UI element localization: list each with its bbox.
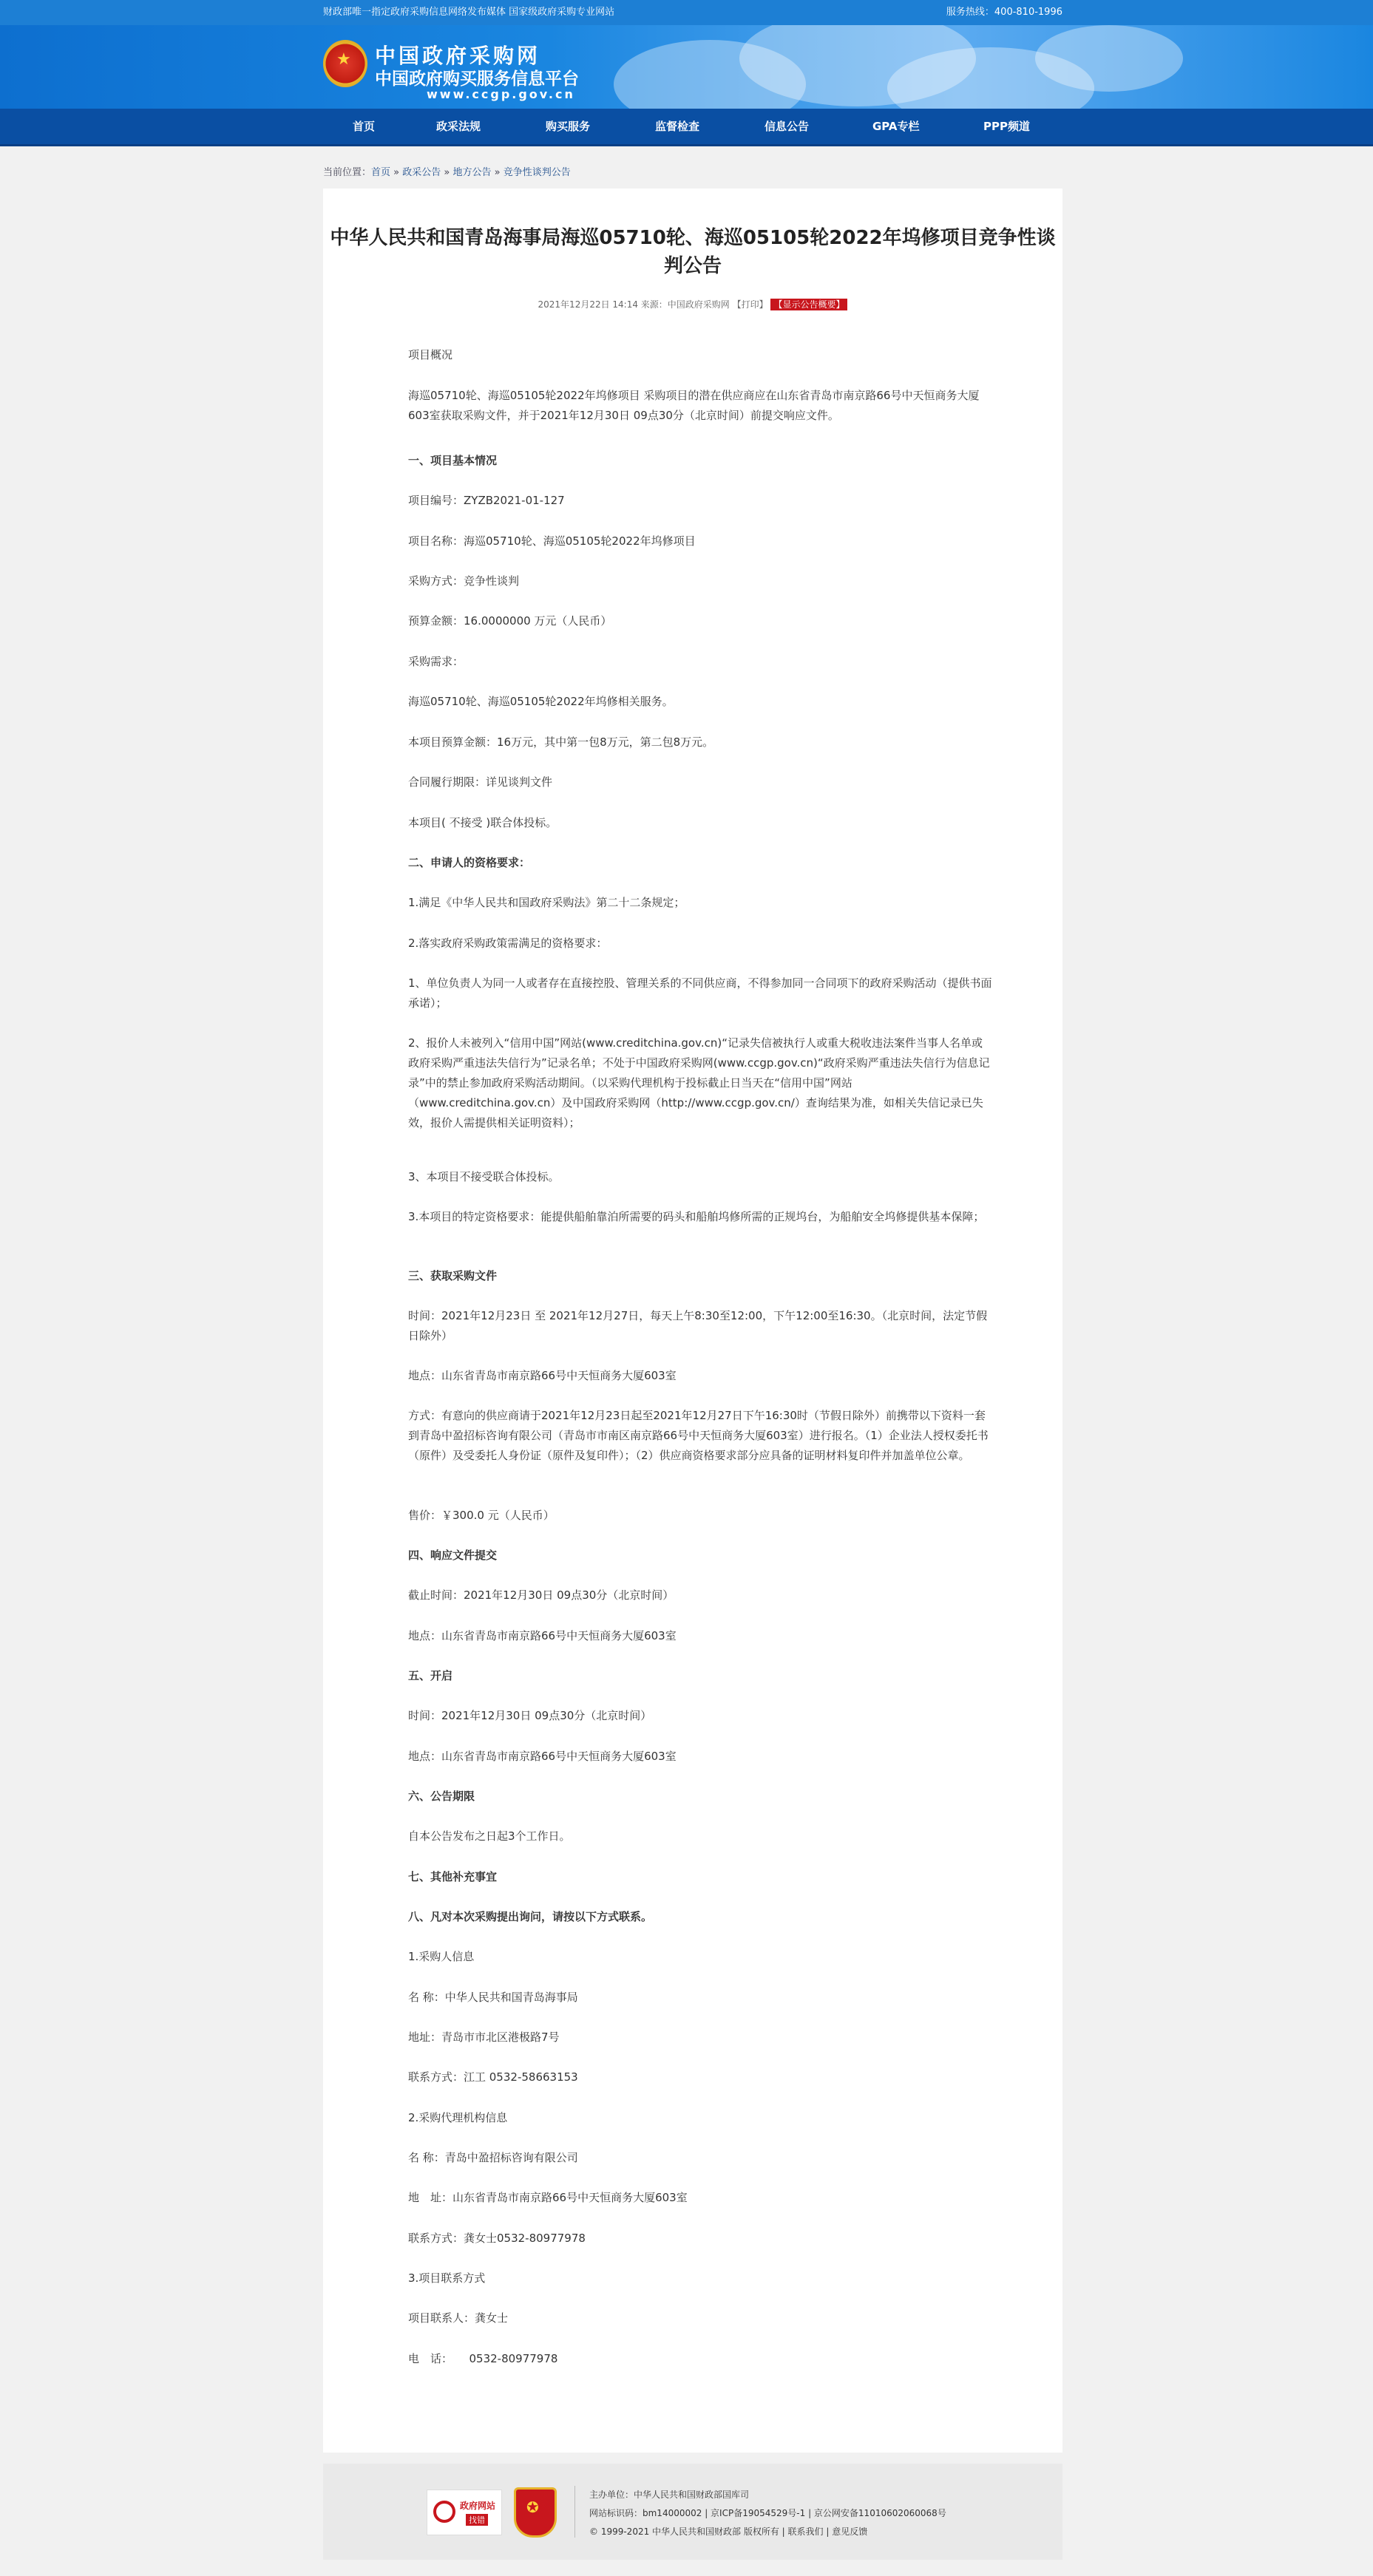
article-paragraph: 截止时间：2021年12月30日 09点30分（北京时间） — [408, 1588, 674, 1602]
article-paragraph: 地点：山东省青岛市南京路66号中天恒商务大厦603室 — [408, 1750, 677, 1763]
article-paragraph: 海巡05710轮、海巡05105轮2022年坞修项目 采购项目的潜在供应商应在山东省青岛市南京路66号中天恒商务大厦603室获取采购文件，并于2021年12月30日 09点30分（北京时间）前提交响应文件。 — [408, 389, 980, 422]
nav-ppp[interactable]: PPP频道 — [983, 120, 1030, 133]
section-heading: 六、公告期限 — [408, 1790, 475, 1803]
article-paragraph: 售价：￥300.0 元（人民币） — [408, 1509, 555, 1522]
nav-regulations[interactable]: 政采法规 — [436, 120, 481, 133]
emblem-icon: ✪ — [526, 2498, 539, 2516]
nav-home[interactable]: 首页 — [353, 120, 376, 133]
article-paragraph: 合同履行期限：详见谈判文件 — [408, 775, 553, 789]
article-paragraph: 方式：有意向的供应商请于2021年12月23日起至2021年12月27日下午16:30时（节假日除外）前携带以下资料一套到青岛中盈招标咨询有限公司（青岛市市南区南京路66号中天恒商务大厦603室）进行报名。（1）企业法人授权委托书（原件）及受委托人身份证（原件及复印件）；（2）供应商资格要求部分应具备的证明材料复印件并加盖单位公章。 — [408, 1409, 989, 1462]
article-paragraph: 项目名称：海巡05710轮、海巡05105轮2022年坞修项目 — [408, 534, 696, 548]
section-heading: 二、申请人的资格要求： — [408, 856, 531, 869]
article-meta — [323, 298, 1062, 310]
breadcrumb-notices[interactable]: 政采公告 — [402, 167, 441, 178]
article-paragraph: 1.采购人信息 — [408, 1950, 475, 1963]
top-info-bar — [0, 0, 1373, 25]
article-paragraph: 采购方式：竞争性谈判 — [408, 574, 520, 588]
article-paragraph: 2、报价人未被列入“信用中国”网站(www.creditchina.gov.cn)“记录失信被执行人或重大税收违法案件当事人名单或政府采购严重违法失信行为”记录名单；不处于中国政府采购网(www.ccgp.gov.cn)“政府采购严重违法失信行为信息记录”中的禁止参加政府采购活动期间。（以采购代理机构于投标截止日当天在“信用中国”网站（www.creditchina.gov.cn）及中国政府采购网（http://www.ccgp.gov.cn/）查询结果为准，如相关失信记录已失效，报价人需提供相关证明资料）； — [408, 1036, 990, 1129]
article-paragraph: 本项目( 不接受 )联合体投标。 — [408, 816, 557, 829]
article-paragraph: 项目概况 — [408, 348, 453, 361]
article-paragraph: 地址：青岛市市北区港极路7号 — [408, 2030, 560, 2044]
breadcrumb: 当前位置：首页 » 政采公告 » 地方公告 » 竞争性谈判公告 — [323, 167, 571, 178]
article-paragraph: 地点：山东省青岛市南京路66号中天恒商务大厦603室 — [408, 1629, 677, 1642]
nav-purchase-services[interactable]: 购买服务 — [546, 120, 591, 133]
article-paragraph: 海巡05710轮、海巡05105轮2022年坞修相关服务。 — [408, 695, 674, 708]
article-title: 中华人民共和国青岛海事局海巡05710轮、海巡05105轮2022年坞修项目竞争性谈判公告 — [330, 227, 1056, 277]
gov-site-error-report-badge[interactable]: 政府网站 找错 — [427, 2490, 502, 2535]
article-paragraph: 项目编号：ZYZB2021-01-127 — [408, 494, 565, 507]
article-paragraph: 联系方式：龚女士0532-80977978 — [408, 2232, 586, 2245]
nav-announcements[interactable]: 信息公告 — [765, 120, 810, 133]
section-heading: 八、凡对本次采购提出询问，请按以下方式联系。 — [408, 1910, 653, 1923]
logo-url: www.ccgp.gov.cn — [427, 87, 575, 101]
article-paragraph: 预算金额：16.0000000 万元（人民币） — [408, 614, 612, 628]
section-heading: 五、开启 — [408, 1669, 453, 1682]
article-paragraph: 电 话： 0532-80977978 — [408, 2352, 558, 2365]
publish-info: 2021年12月22日 14:14 来源：中国政府采购网 【打印】 — [538, 299, 768, 310]
site-logo[interactable] — [323, 40, 634, 99]
breadcrumb-current[interactable]: 竞争性谈判公告 — [503, 167, 571, 178]
breadcrumb-local[interactable]: 地方公告 — [452, 167, 492, 178]
party-gov-badge[interactable] — [514, 2487, 557, 2538]
article-paragraph: 地 址：山东省青岛市南京路66号中天恒商务大厦603室 — [408, 2191, 688, 2204]
section-heading: 三、获取采购文件 — [408, 1269, 498, 1282]
top-slogan: 财政部唯一指定政府采购信息网络发布媒体 国家级政府采购专业网站 — [323, 7, 615, 18]
article-paragraph: 2.采购代理机构信息 — [408, 2111, 508, 2124]
nav-gpa[interactable]: GPA专栏 — [872, 120, 920, 133]
logo-subtitle: 中国政府购买服务信息平台 — [375, 69, 579, 89]
article-paragraph: 项目联系人：龚女士 — [408, 2311, 509, 2325]
article-paragraph: 时间：2021年12月30日 09点30分（北京时间） — [408, 1709, 652, 1722]
breadcrumb-home[interactable]: 首页 — [371, 167, 391, 178]
article-paragraph: 3.项目联系方式 — [408, 2271, 486, 2285]
footer-host: 主办单位：中华人民共和国财政部国库司 — [589, 2490, 750, 2500]
footer-divider — [574, 2486, 575, 2538]
article-paragraph: 地点：山东省青岛市南京路66号中天恒商务大厦603室 — [408, 1369, 677, 1382]
article-paragraph: 名 称：青岛中盈招标咨询有限公司 — [408, 2151, 578, 2164]
article-paragraph: 3.本项目的特定资格要求：能提供船舶靠泊所需要的码头和船舶坞修所需的正规坞台，为船舶安全坞修提供基本保障； — [408, 1210, 985, 1223]
section-heading: 四、响应文件提交 — [408, 1549, 498, 1562]
service-hotline: 服务热线：400-810-1996 — [946, 7, 1062, 18]
article-paragraph: 采购需求： — [408, 655, 464, 668]
article-paragraph: 3、本项目不接受联合体投标。 — [408, 1170, 560, 1183]
article-paragraph: 联系方式：江工 0532-58663153 — [408, 2070, 578, 2084]
article-paragraph: 本项目预算金额：16万元，其中第一包8万元，第二包8万元。 — [408, 735, 714, 749]
article-paragraph: 1.满足《中华人民共和国政府采购法》第二十二条规定； — [408, 896, 685, 909]
site-banner — [0, 25, 1373, 109]
site-footer — [323, 2464, 1062, 2560]
article-paragraph: 时间：2021年12月23日 至 2021年12月27日，每天上午8:30至12:00，下午12:00至16:30。（北京时间，法定节假日除外） — [408, 1309, 988, 1342]
logo-title: 中国政府采购网 — [375, 44, 541, 68]
footer-copyright: © 1999-2021 中华人民共和国财政部 版权所有 | 联系我们 | 意见反馈 — [589, 2526, 868, 2537]
section-heading: 一、项目基本情况 — [408, 454, 498, 467]
nav-supervision[interactable]: 监督检查 — [655, 120, 700, 133]
national-emblem-icon: ★ — [323, 40, 367, 87]
article-paragraph: 自本公告发布之日起3个工作日。 — [408, 1829, 571, 1843]
section-heading: 七、其他补充事宜 — [408, 1870, 498, 1883]
summary-toggle-button[interactable]: 【显示公告概要】 — [770, 299, 847, 310]
footer-ids: 网站标识码：bm14000002 | 京ICP备19054529号-1 | 京公网安备11010602060068号 — [589, 2508, 946, 2518]
article-paragraph: 2.落实政府采购政策需满足的资格要求： — [408, 937, 608, 950]
breadcrumb-prefix: 当前位置： — [323, 167, 372, 178]
magnifier-icon — [433, 2501, 455, 2523]
article-paragraph: 名 称：中华人民共和国青岛海事局 — [408, 1991, 578, 2004]
main-nav — [0, 109, 1373, 146]
article-card — [323, 188, 1062, 2453]
article-paragraph: 1、单位负责人为同一人或者存在直接控股、管理关系的不同供应商，不得参加同一合同项下的政府采购活动（提供书面承诺）； — [408, 976, 992, 1010]
